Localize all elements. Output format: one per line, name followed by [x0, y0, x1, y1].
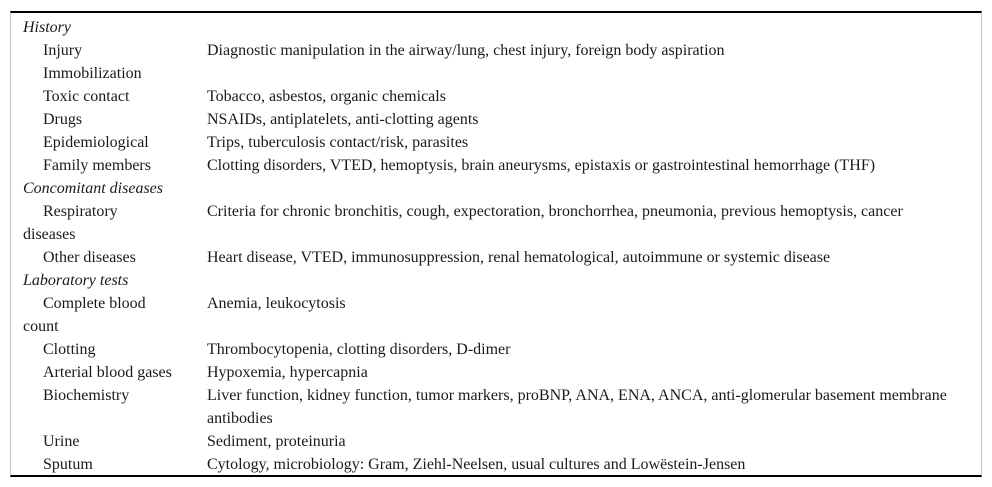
row-description: Thrombocytopenia, clotting disorders, D-dimer — [207, 341, 511, 358]
table-row-immobilization — [23, 62, 969, 85]
row-description: Anemia, leukocytosis — [207, 295, 346, 312]
hemoptysis-workup-table — [10, 11, 982, 477]
row-label: Family members — [43, 157, 151, 174]
row-description: Trips, tuberculosis contact/risk, parasites — [207, 134, 469, 151]
row-label: Sputum — [43, 456, 93, 473]
row-label: Toxic contact — [43, 88, 130, 105]
row-description: Hypoxemia, hypercapnia — [207, 364, 368, 381]
row-description: Tobacco, asbestos, organic chemicals — [207, 88, 446, 105]
table-row-other-diseases — [23, 246, 969, 269]
table-row-sputum — [23, 453, 969, 476]
row-description: Heart disease, VTED, immunosuppression, renal hematological, autoimmune or systemic disease — [207, 249, 831, 266]
table-row-arterial-blood-gases — [23, 361, 969, 384]
section-row-concomitant-diseases — [23, 177, 969, 200]
table-row-toxic-contact — [23, 85, 969, 108]
row-label: Other diseases — [43, 249, 136, 266]
row-label: Arterial blood gases — [43, 364, 172, 381]
row-label: Epidemiological — [43, 134, 149, 151]
row-label: Injury — [43, 42, 83, 59]
table-row-epidemiological — [23, 131, 969, 154]
row-label: Drugs — [43, 111, 83, 128]
row-description: Diagnostic manipulation in the airway/lung, chest injury, foreign body aspiration — [207, 42, 725, 59]
table-row-complete-blood-count — [23, 292, 969, 338]
row-label: Urine — [43, 433, 80, 450]
row-label: Complete blood count — [23, 295, 146, 335]
row-label: Biochemistry — [43, 387, 130, 404]
section-row-history — [23, 16, 969, 39]
table-row-biochemistry — [23, 384, 969, 430]
table-row-clotting — [23, 338, 969, 361]
row-description: Clotting disorders, VTED, hemoptysis, brain aneurysms, epistaxis or gastrointestinal hemorrhage (THF) — [207, 157, 876, 174]
row-description: Sediment, proteinuria — [207, 433, 346, 450]
table-row-drugs — [23, 108, 969, 131]
row-label: Respiratory diseases — [23, 203, 118, 243]
section-header: Concomitant diseases — [23, 180, 163, 197]
section-row-laboratory-tests — [23, 269, 969, 292]
table-row-injury — [23, 39, 969, 62]
row-description: Criteria for chronic bronchitis, cough, expectoration, bronchorrhea, pneumonia, previous hemoptysis, cancer — [207, 203, 903, 220]
table-row-urine — [23, 430, 969, 453]
row-label: Immobilization — [43, 65, 142, 82]
row-label: Clotting — [43, 341, 96, 358]
row-description: NSAIDs, antiplatelets, anti-clotting agents — [207, 111, 479, 128]
section-header: Laboratory tests — [23, 272, 129, 289]
table-row-family-members — [23, 154, 969, 177]
section-header: History — [23, 19, 71, 36]
row-description: Liver function, kidney function, tumor markers, proBNP, ANA, ENA, ANCA, anti-glomerular basement membrane antibodies — [207, 387, 947, 427]
row-description: Cytology, microbiology: Gram, Ziehl-Neelsen, usual cultures and Lowëstein-Jensen — [207, 456, 746, 473]
table-row-respiratory-diseases — [23, 200, 969, 246]
